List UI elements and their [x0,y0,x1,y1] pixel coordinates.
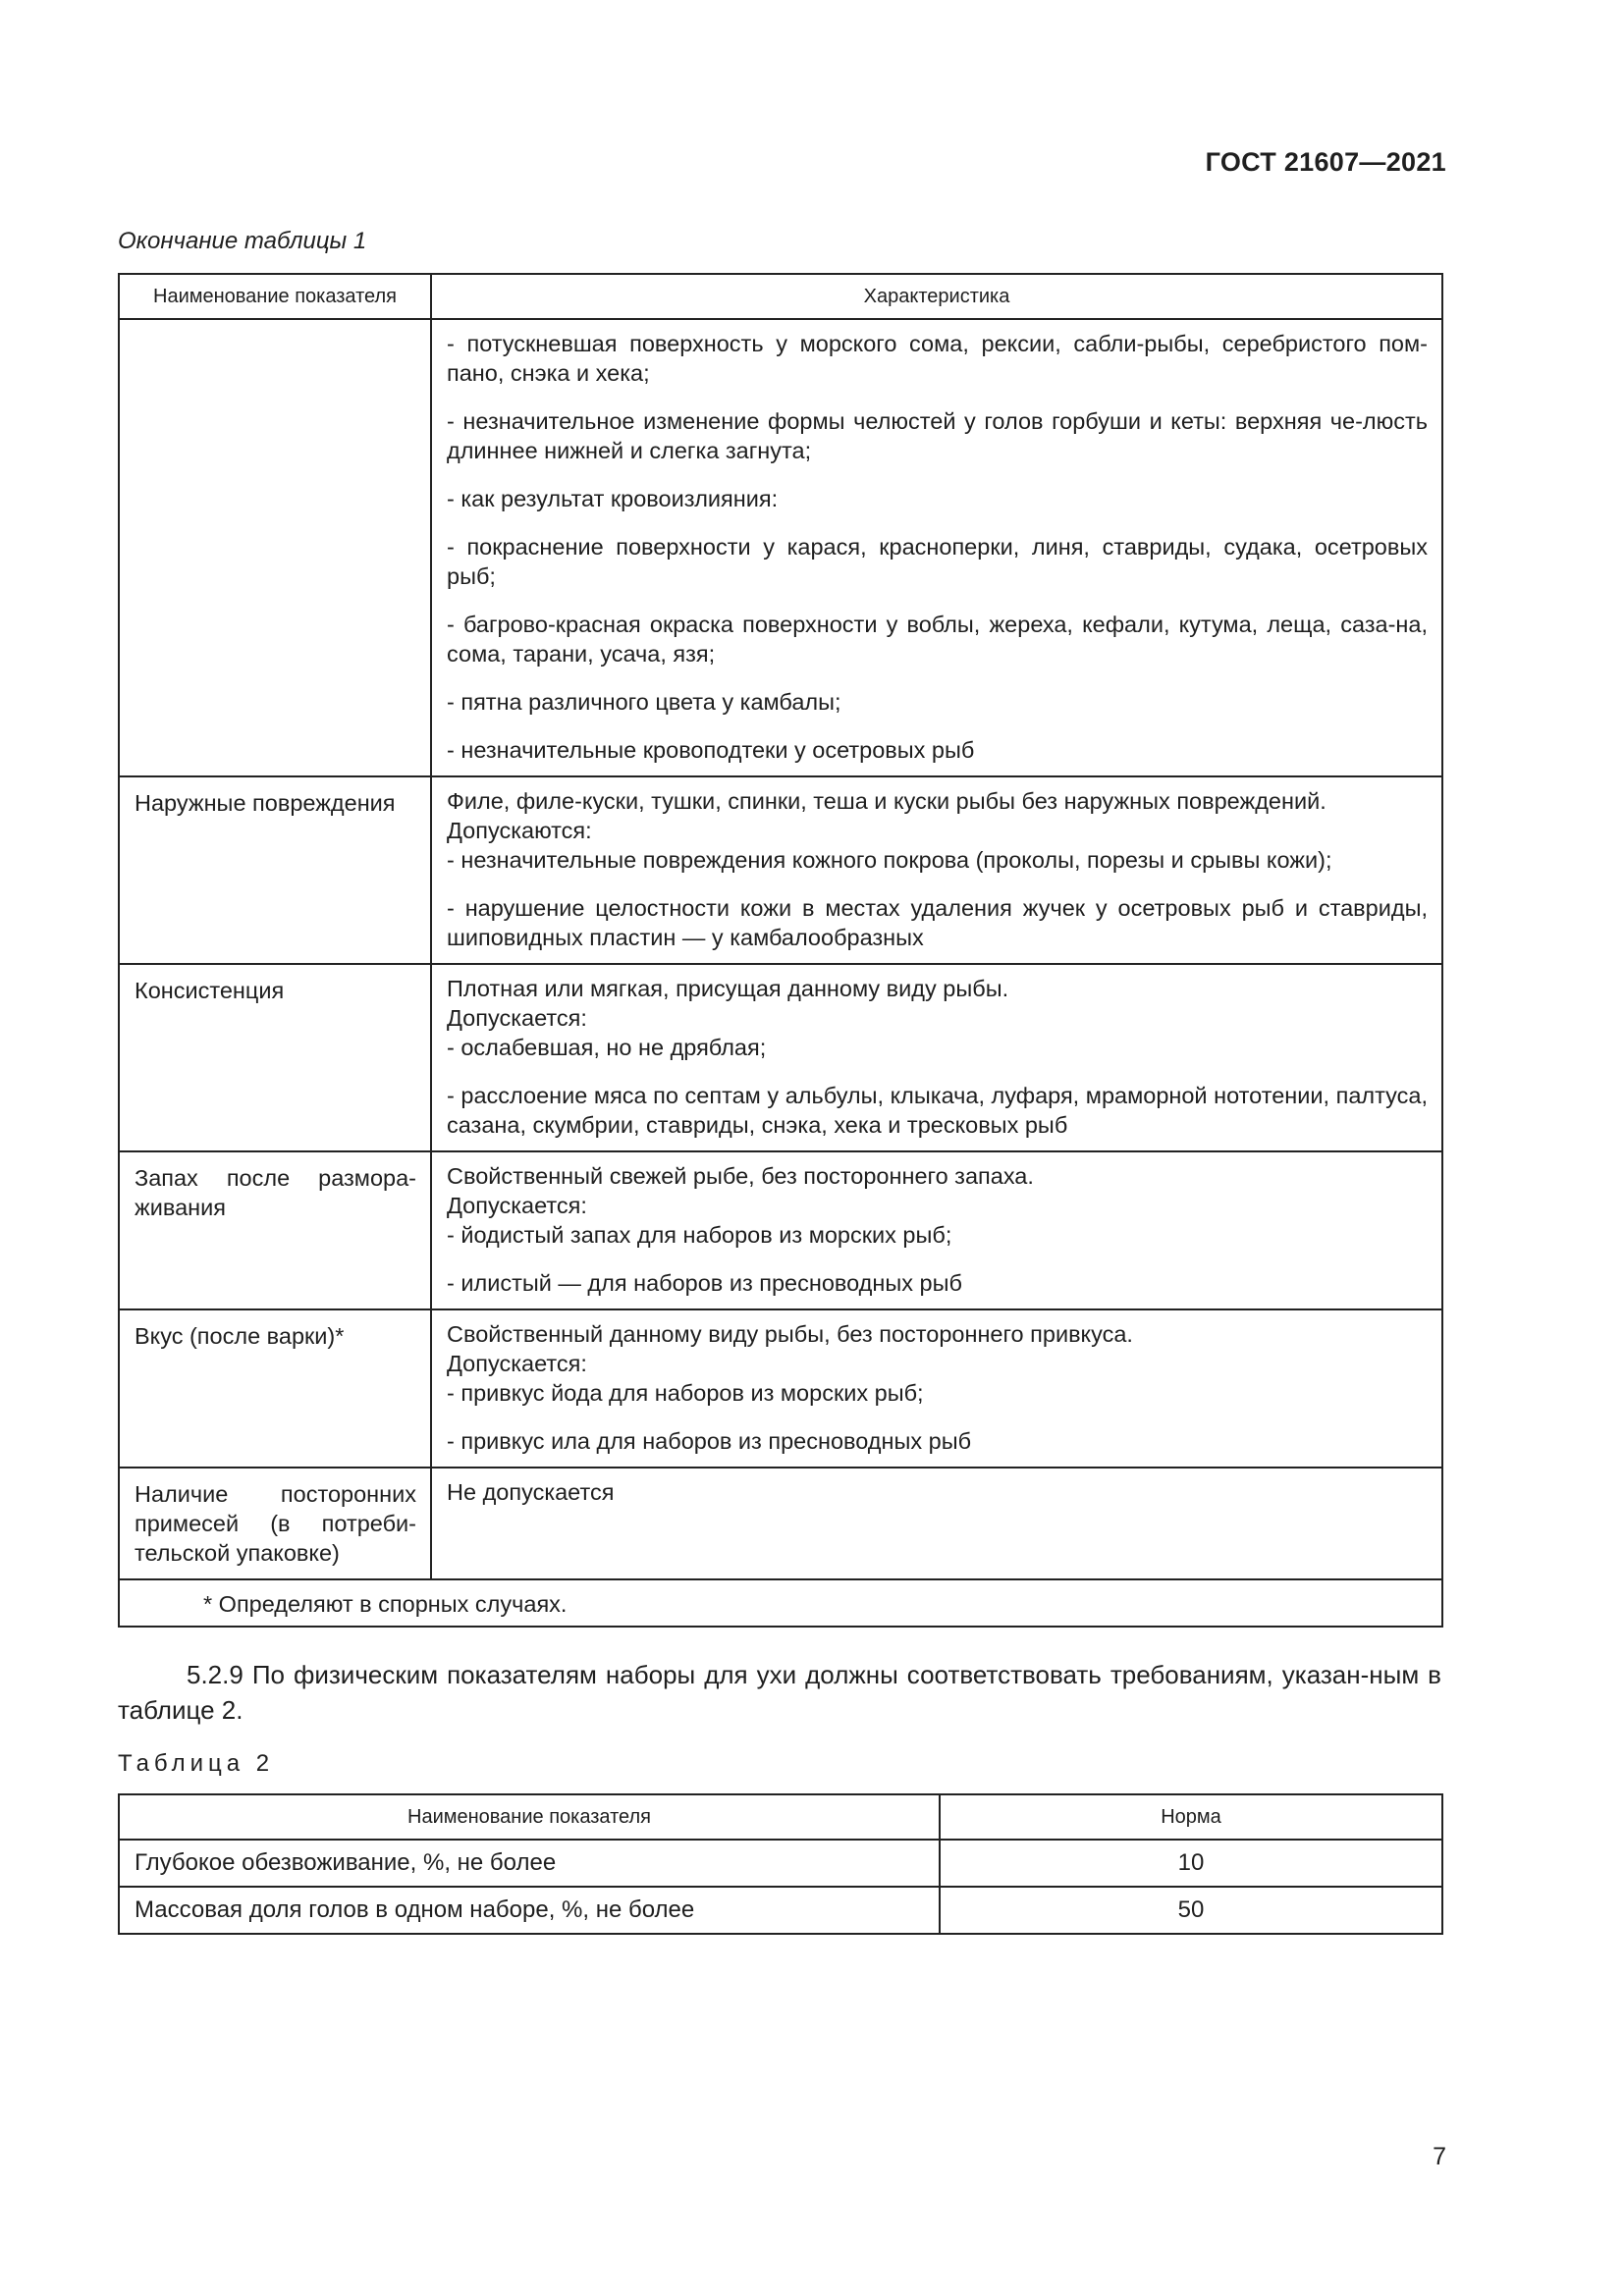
chars-line: - привкус ила для наборов из пресноводных рыб [447,1428,972,1454]
chars-line: - потускневшая поверхность у морского сома, рексии, сабли-рыбы, серебристого пом-пано, снэка и хека; [447,331,1428,386]
chars-line: Свойственный данному виду рыбы, без постороннего привкуса. [447,1321,1133,1347]
table2-col-norm: Норма [940,1794,1442,1840]
table1-cell-chars [431,1309,1442,1468]
chars-line: Плотная или мягкая, присущая данному виду рыбы. [447,976,1009,1001]
chars-line: Филе, филе-куски, тушки, спинки, теша и куски рыбы без наружных повреждений. [447,788,1326,814]
chars-line: - привкус йода для наборов из морских рыб; [447,1380,924,1406]
chars-line: - илистый — для наборов из пресноводных рыб [447,1270,962,1296]
table1-col-name: Наименование показателя [119,274,431,319]
table2-row [119,1840,1442,1887]
table2-cell-value: 50 [940,1887,1442,1934]
table1-row-continuation [119,319,1442,776]
table1-cell-chars [431,1151,1442,1309]
table1-cell-name: Наружные повреждения [119,776,431,964]
table1 [118,273,1443,1628]
table1-cell-chars [431,1468,1442,1579]
chars-line: - незначительные кровоподтеки у осетровых рыб [447,737,975,763]
table2-caption: Таблица 2 [118,1750,275,1777]
chars-line: Допускаются: [447,818,592,843]
table2-row [119,1887,1442,1934]
chars-line: Допускается: [447,1005,587,1031]
table2-cell-name: Массовая доля голов в одном наборе, %, не более [119,1887,940,1934]
table1-row-external-damage [119,776,1442,964]
chars-line: Допускается: [447,1351,587,1376]
table1-cell-chars [431,776,1442,964]
table1-footnote: * Определяют в спорных случаях. [119,1579,1442,1627]
chars-line: - йодистый запах для наборов из морских рыб; [447,1222,952,1248]
chars-line: - багрово-красная окраска поверхности у воблы, жереха, кефали, кутума, леща, саза-на, сома, тарани, усача, язя; [447,612,1428,667]
chars-line: - незначительное изменение формы челюстей у голов горбуши и кеты: верхняя че-люсть длиннее нижней и слегка загнута; [447,408,1428,463]
chars-line: - незначительные повреждения кожного покрова (проколы, порезы и срывы кожи); [447,847,1332,873]
chars-line: - как результат кровоизлияния: [447,486,779,511]
table1-cell-name: Запах после размора-живания [119,1151,431,1309]
chars-line: - расслоение мяса по септам у альбулы, клыкача, луфаря, мраморной нототении, палтуса, сазана, скумбрии, ставриды, снэка, хека и тресковых рыб [447,1083,1428,1138]
table1-col-chars: Характеристика [431,274,1442,319]
table1-cell-name: Наличие посторонних примесей (в потреби-тельской упаковке) [119,1468,431,1579]
table1-cell-name: Вкус (после варки)* [119,1309,431,1468]
chars-line: Не допускается [447,1479,615,1505]
table1-footnote-row [119,1579,1442,1627]
table1-header-row [119,274,1442,319]
table2-header-row [119,1794,1442,1840]
table1-row-impurities [119,1468,1442,1579]
table1-cell-name: Консистенция [119,964,431,1151]
page-number: 7 [1433,2143,1446,2170]
table2 [118,1793,1443,1935]
table1-caption: Окончание таблицы 1 [118,228,367,254]
table2-cell-name: Глубокое обезвоживание, %, не более [119,1840,940,1887]
table1-cell-chars [431,319,1442,776]
table2-cell-value: 10 [940,1840,1442,1887]
chars-line: - нарушение целостности кожи в местах удаления жучек у осетровых рыб и ставриды, шиповидных пластин — у камбалообразных [447,895,1428,950]
chars-line: - ослабевшая, но не дряблая; [447,1035,767,1060]
table2-col-name: Наименование показателя [119,1794,940,1840]
table1-row-consistency [119,964,1442,1151]
chars-line: Свойственный свежей рыбе, без постороннего запаха. [447,1163,1034,1189]
table1-cell-empty [119,319,431,776]
chars-line: Допускается: [447,1193,587,1218]
table1-cell-chars [431,964,1442,1151]
chars-line: - пятна различного цвета у камбалы; [447,689,841,715]
standard-code: ГОСТ 21607—2021 [1205,147,1446,177]
table1-row-smell [119,1151,1442,1309]
table1-row-taste [119,1309,1442,1468]
paragraph-5-2-9: 5.2.9 По физическим показателям наборы для ухи должны соответствовать требованиям, указан-ным в таблице 2. [118,1660,1441,1725]
chars-line: - покраснение поверхности у карася, красноперки, линя, ставриды, судака, осетровых рыб; [447,534,1428,589]
